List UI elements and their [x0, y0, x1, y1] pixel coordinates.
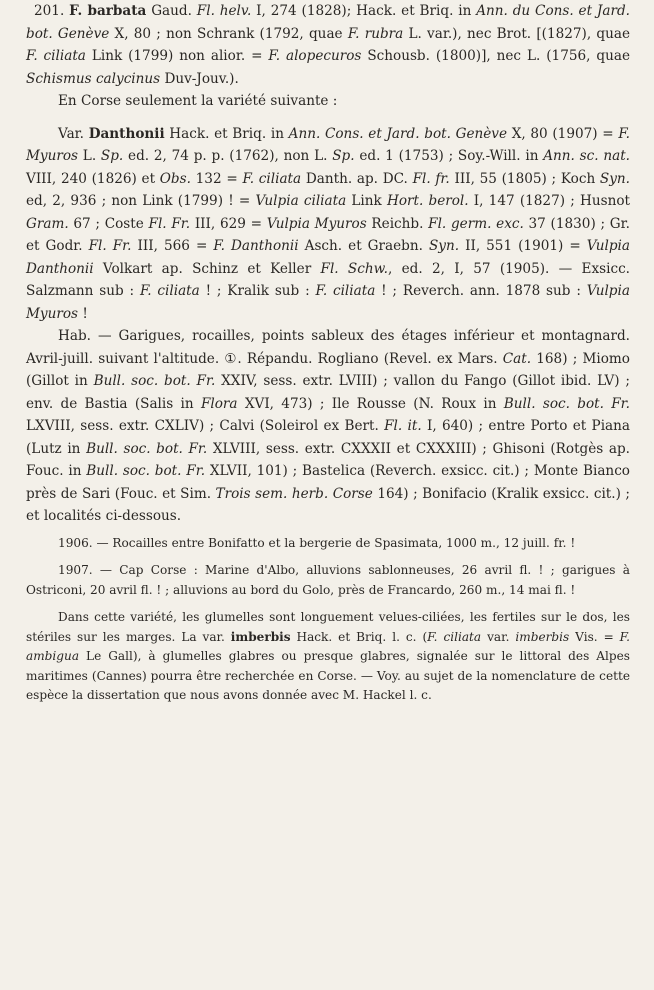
observation-1906: 1906. — Rocailles entre Bonifatto et la bergerie de Spasimata, 1000 m., 12 juill. fr. !	[58, 535, 576, 550]
variety-imberbis: imberbis	[230, 629, 291, 644]
entry-number: 201.	[34, 3, 65, 19]
species-entry-header: 201. F. barbata Gaud. Fl. helv. I, 274 (1828); Hack. et Briq. in Ann. du Cons. et Jard. bot. Genève X, 80 ; non Schrank (1792, quae F. rubra L. var.), nec Brot. [(1827), quae F. ciliata Link (1799) non alior. = F. alopecuros Schousb. (1800)], nec L. (1756, quae Schismus calycinus Duv-Jouv.).	[26, 3, 630, 87]
intro-line: En Corse seulement la variété suivante :	[58, 93, 338, 109]
species-name: F. barbata	[69, 3, 147, 19]
variety-note-paragraph: Dans cette variété, les glumelles sont longuement velues-ciliées, les fertiles sur le dos, les stériles sur les marges. La var. imberbis Hack. et Briq. l. c. (F. ciliata var. imberbis Vis. = F. ambigua Le Gall), à glumelles glabres ou presque glabres, signalée sur le littoral des Alpes maritimes (Cannes) pourra être recherchée en Corse. — Voy. au sujet de la nomenclature de cette espèce la dissertation que nous avons donnée avec M. Hackel l. c.	[26, 610, 631, 702]
habitat-paragraph: Hab. — Garigues, rocailles, points sableux des étages inférieur et montagnard. Avril-juill. suivant l'altitude. ①. Répandu. Rogliano (Revel. ex Mars. Cat. 168) ; Miomo (Gillot in Bull. soc. bot. Fr. XXIV, sess. extr. LVIII) ; vallon du Fango (Gillot ibid. LV) ; env. de Bastia (Salis in Flora XVI, 473) ; Ile Rousse (N. Roux in Bull. soc. bot. Fr. LXVIII, sess. extr. CXLIV) ; Calvi (Soleirol ex Bert. Fl. it. I, 640) ; entre Porto et Piana (Lutz in Bull. soc. bot. Fr. XLVIII, sess. extr. CXXXII et CXXXIII) ; Ghisoni (Rotgès ap. Fouc. in Bull. soc. bot. Fr. XLVII, 101) ; Bastelica (Reverch. exsicc. cit.) ; Monte Bianco près de Sari (Fouc. et Sim. Trois sem. herb. Corse 164) ; Bonifacio (Kralik exsicc. cit.) ; et localités ci-dessous.	[26, 328, 631, 524]
observation-1907: 1907. — Cap Corse : Marine d'Albo, alluvions sablonneuses, 26 avril fl. ! ; garigues à Ostriconi, 20 avril fl. ! ; alluvions au bord du Golo, près de Francardo, 260 m., 14 mai fl. !	[26, 563, 630, 597]
variety-name: Danthonii	[88, 125, 165, 142]
variety-paragraph: Var. Danthonii Hack. et Briq. in Ann. Cons. et Jard. bot. Genève X, 80 (1907) = F. Myuros L. Sp. ed. 2, 74 p. p. (1762), non L. Sp. ed. 1 (1753) ; Soy.-Will. in Ann. sc. nat. VIII, 240 (1826) et Obs. 132 = F. ciliata Danth. ap. DC. Fl. fr. III, 55 (1805) ; Koch Syn. ed, 2, 936 ; non Link (1799) ! = Vulpia ciliata Link Hort. berol. I, 147 (1827) ; Husnot Gram. 67 ; Coste Fl. Fr. III, 629 = Vulpia Myuros Reichb. Fl. germ. exc. 37 (1830) ; Gr. et Godr. Fl. Fr. III, 566 = F. Danthonii Asch. et Graebn. Syn. II, 551 (1901) = Vulpia Danthonii Volkart ap. Schinz et Keller Fl. Schw., ed. 2, I, 57 (1905). — Exsicc. Salzmann sub : F. ciliata ! ; Kralik sub : F. ciliata ! ; Reverch. ann. 1878 sub : Vulpia Myuros !	[26, 125, 631, 322]
